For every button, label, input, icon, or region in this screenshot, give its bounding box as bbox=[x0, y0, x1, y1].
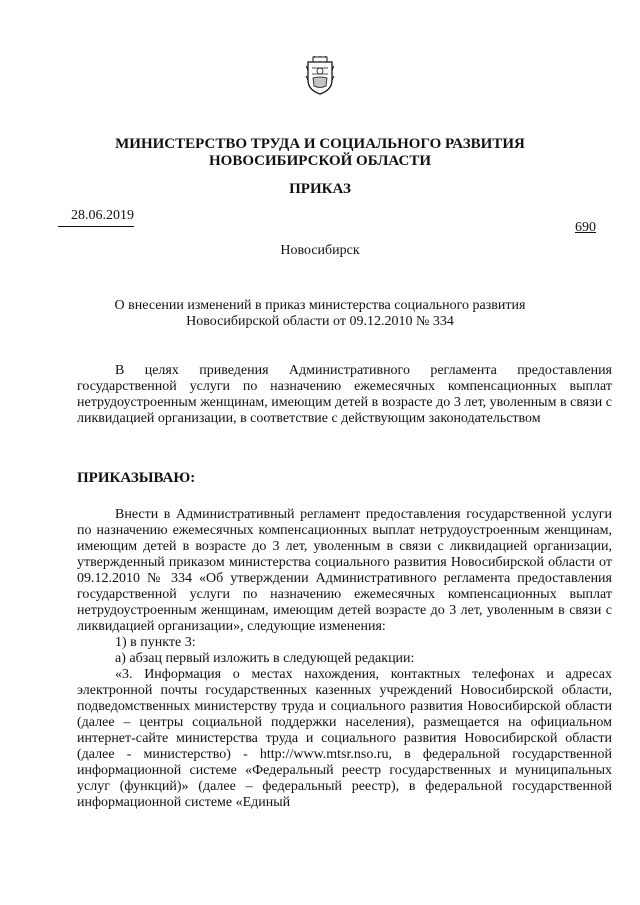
list-item-1: 1) в пункте 3: bbox=[115, 635, 196, 650]
subject-line-1: О внесении изменений в приказ министерства социального развития bbox=[114, 298, 526, 313]
preamble-text: В целях приведения Административного регламента предоставления государственной услуги по назначению ежемесячных компенсационных выплат нетрудоустроенным женщинам, имеющим детей в возрасте до 3 лет, уволенным в связи с ликвидацией организации, в соответствие с действующим законодательством bbox=[77, 363, 612, 426]
order-body bbox=[77, 507, 612, 811]
list-item-1a: а) абзац первый изложить в следующей редакции: bbox=[115, 651, 415, 666]
preamble bbox=[77, 363, 612, 427]
decree-heading: ПРИКАЗЫВАЮ: bbox=[77, 470, 196, 486]
body-paragraph-1: Внести в Административный регламент предоставления государственной услуги по назначению ежемесячных компенсационных выплат нетрудоустроенным женщинам, имеющим детей в возрасте до 3 лет, уволенным в связи с ликвидацией организации, утвержденный приказом министерства социального развития Новосибирской области от 09.12.2010 № 334 «Об утверждении Административного регламента предоставления государственной услуги по назначению ежемесячных компенсационных выплат нетрудоустроенным женщинам, имеющим детей возрасте до 3 лет, уволенным в связи с ликвидацией организации», следующие изменения: bbox=[77, 507, 612, 634]
order-number: 690 bbox=[575, 220, 596, 235]
ministry-title bbox=[0, 136, 640, 170]
coat-of-arms-icon bbox=[304, 56, 336, 96]
ministry-line-2: НОВОСИБИРСКОЙ ОБЛАСТИ bbox=[208, 153, 432, 169]
quoted-paragraph: «3. Информация о местах нахождения, контактных телефонах и адресах электронной почты государственных казенных учреждений Новосибирской области, подведомственных министерству труда и социального развития Новосибирской области (далее – центры социальной поддержки населения), размещается на официальном интернет-сайте министерства труда и социального развития Новосибирской области (далее - министерство) - http://www.mtsr.nso.ru, в федеральной государственной информационной системе «Федеральный реестр государственных и муниципальных услуг (функций)» (далее – федеральный реестр), в федеральной государственной информационной системе «Единый bbox=[77, 667, 612, 810]
ministry-line-1: МИНИСТЕРСТВО ТРУДА И СОЦИАЛЬНОГО РАЗВИТИЯ bbox=[115, 136, 525, 152]
subject-line-2: Новосибирской области от 09.12.2010 № 334 bbox=[186, 314, 454, 329]
document-type: ПРИКАЗ bbox=[289, 181, 351, 197]
city: Новосибирск bbox=[280, 243, 360, 258]
order-date: 28.06.2019 bbox=[58, 208, 134, 227]
order-subject bbox=[100, 298, 540, 330]
